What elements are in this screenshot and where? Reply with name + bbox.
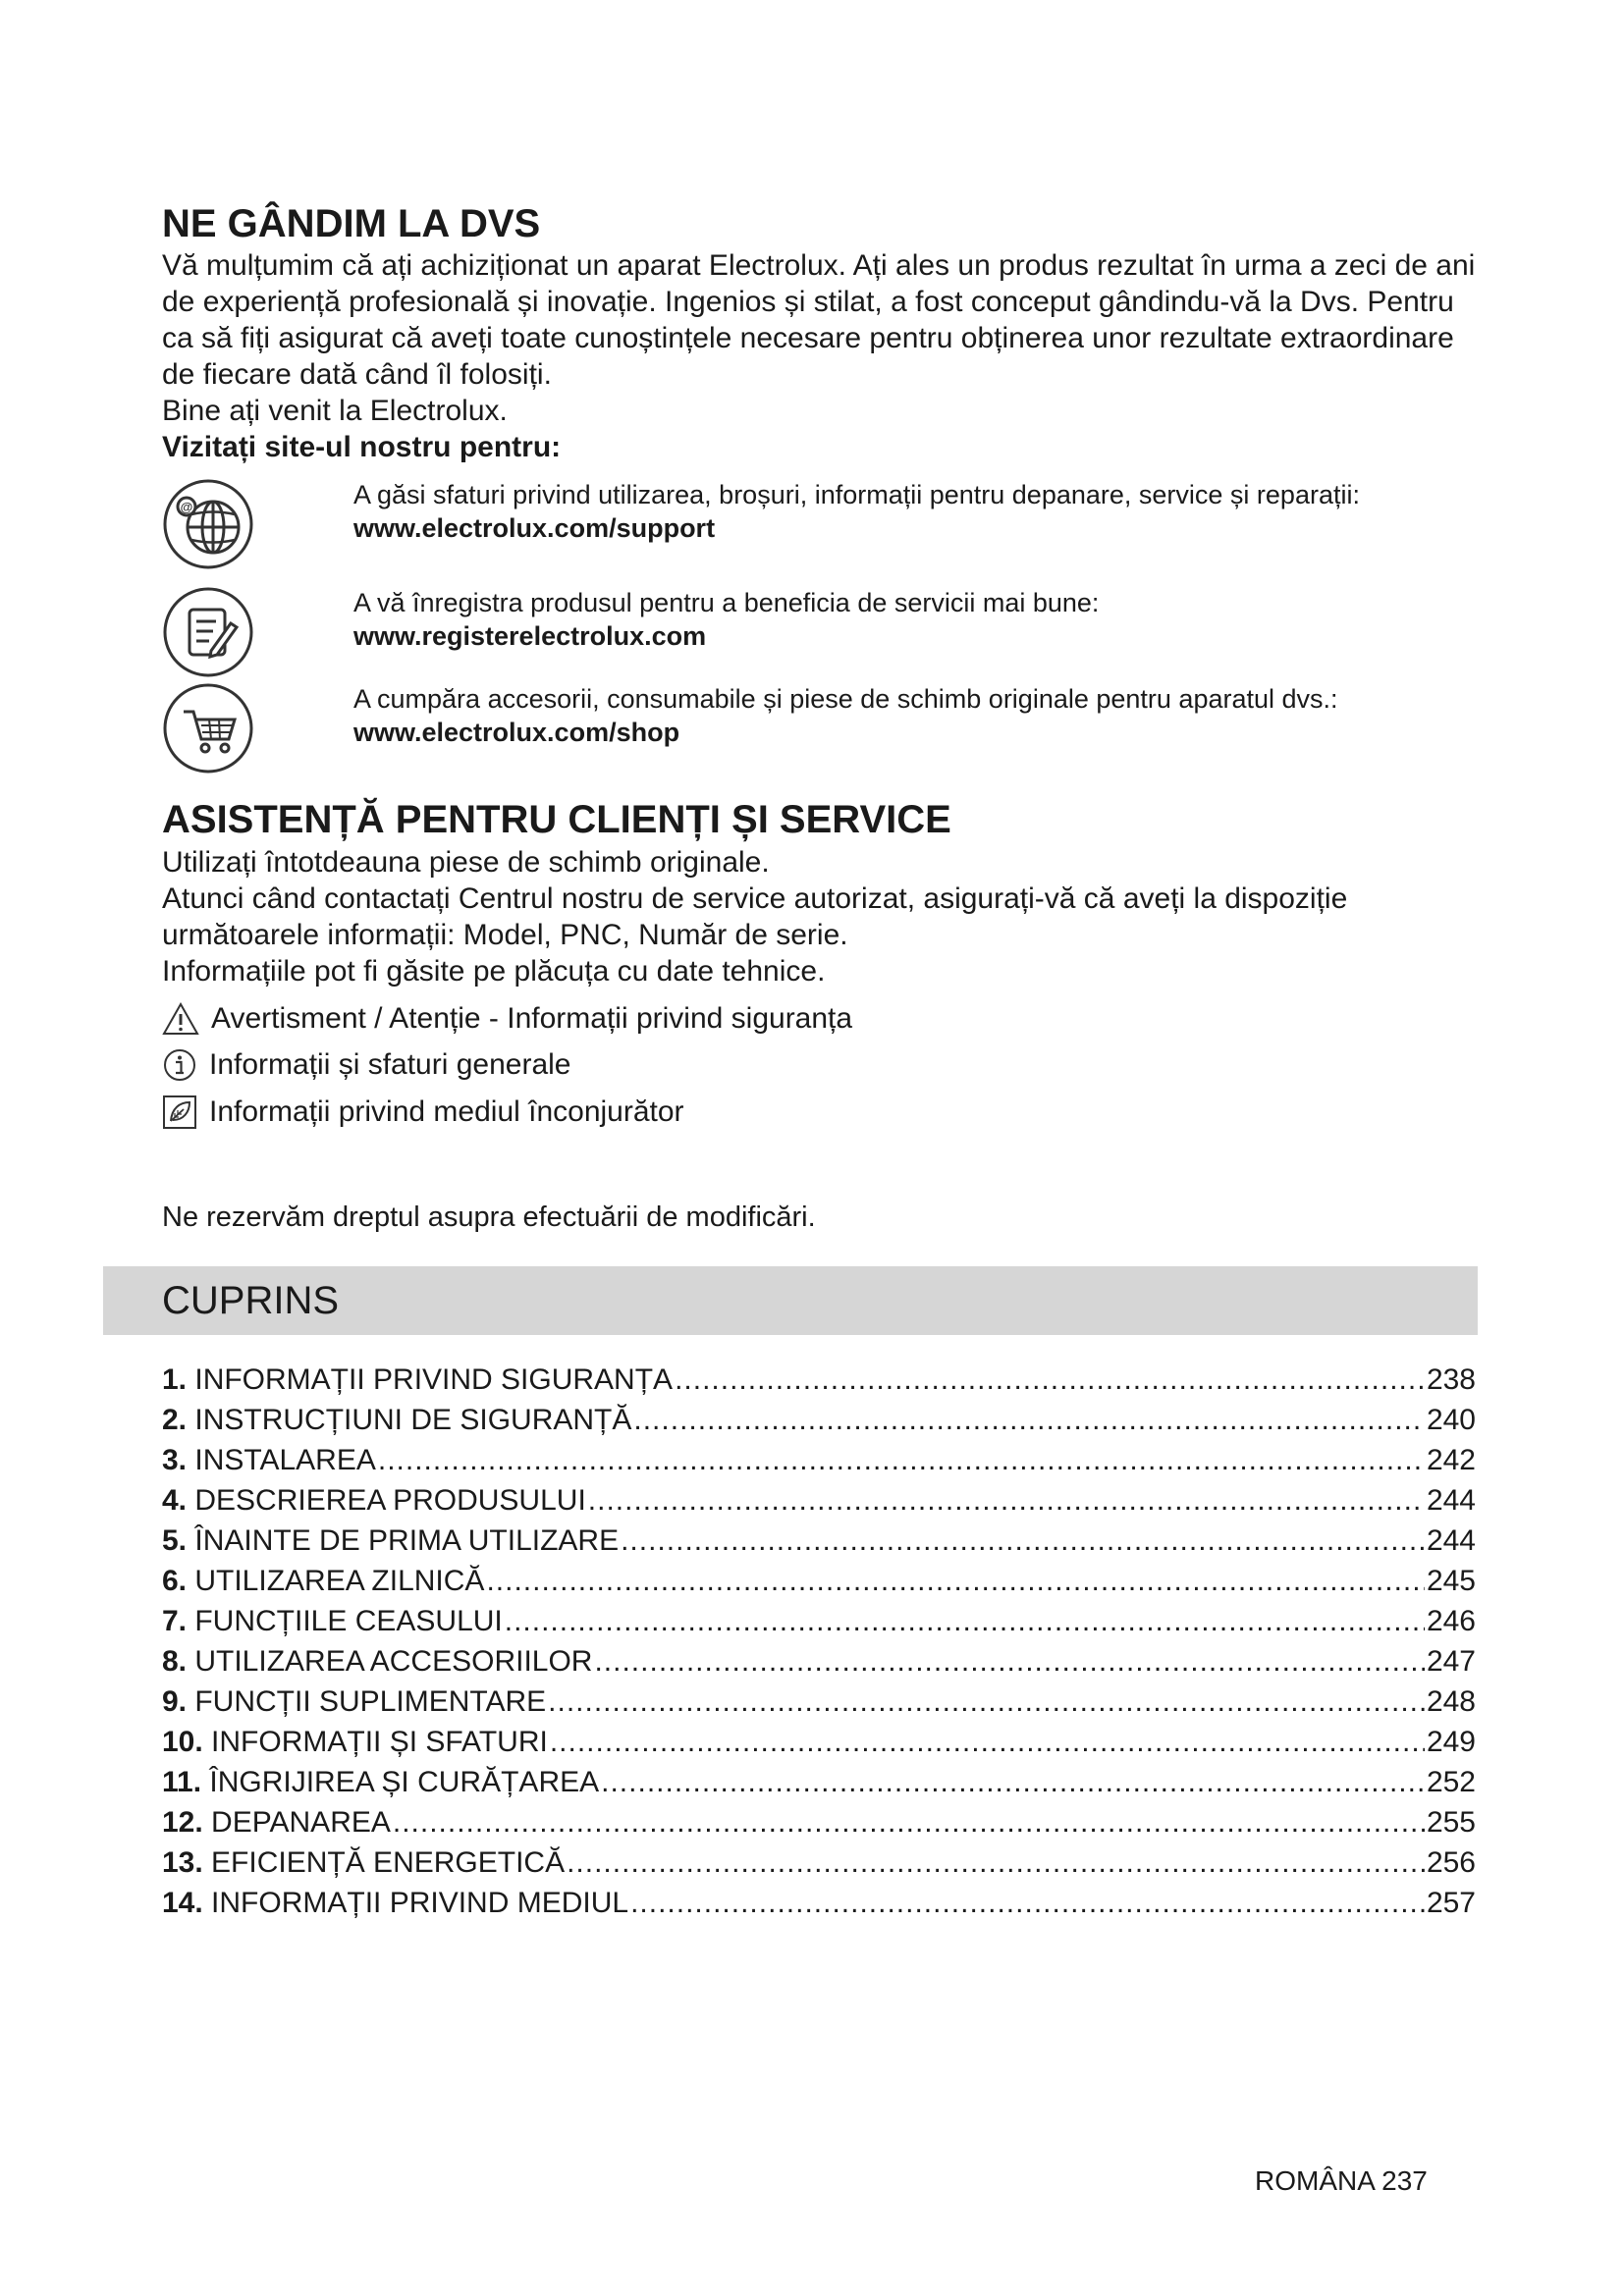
toc-item-label: UTILIZAREA ACCESORIILOR — [194, 1645, 593, 1678]
section-title-thinking-of-you: NE GÂNDIM LA DVS — [162, 202, 541, 245]
toc-item-number: 9. — [162, 1685, 195, 1718]
toc-item-number: 13. — [162, 1846, 212, 1879]
toc-item-number: 10. — [162, 1726, 212, 1758]
toc-item-page: 238 — [1426, 1363, 1476, 1396]
toc-item-page: 244 — [1426, 1524, 1476, 1557]
rights-note: Ne rezervăm dreptul asupra efectuării de modificări. — [162, 1201, 816, 1233]
toc-item-label: INFORMAȚII PRIVIND SIGURANȚA — [194, 1363, 674, 1396]
section-title-customer-care: ASISTENȚĂ PENTRU CLIENȚI ȘI SERVICE — [162, 798, 951, 841]
legend-environment — [162, 1093, 684, 1132]
toc-item[interactable] — [162, 1722, 1476, 1762]
toc-item[interactable] — [162, 1400, 1476, 1440]
visit-item-support — [162, 478, 1478, 576]
toc-item-label: UTILIZAREA ZILNICĂ — [194, 1565, 485, 1597]
visit-text-register: A vă înregistra produsul pentru a beneficia de servicii mai bune: — [353, 588, 1100, 617]
toc-item-page: 247 — [1426, 1645, 1476, 1678]
toc-item-label: EFICIENȚĂ ENERGETICĂ — [211, 1846, 566, 1879]
toc-item-number: 2. — [162, 1404, 195, 1436]
toc-item[interactable] — [162, 1883, 1476, 1923]
toc-item-page: 249 — [1426, 1726, 1476, 1758]
toc-title: CUPRINS — [162, 1279, 340, 1322]
visit-text-support: A găsi sfaturi privind utilizarea, broșuri, informații pentru depanare, service și reparații: — [353, 480, 1360, 509]
register-form-icon — [162, 586, 254, 678]
toc-item-label: FUNCȚII SUPLIMENTARE — [194, 1685, 547, 1718]
welcome-text: Bine ați venit la Electrolux. — [162, 395, 508, 427]
toc-item-number: 11. — [162, 1766, 210, 1798]
toc-item-page: 256 — [1426, 1846, 1476, 1879]
visit-item-register — [162, 586, 1478, 684]
link-support[interactable]: www.electrolux.com/support — [353, 513, 716, 543]
toc-item[interactable] — [162, 1561, 1476, 1601]
link-register[interactable]: www.registerelectrolux.com — [353, 621, 707, 651]
toc-item[interactable] — [162, 1440, 1476, 1480]
toc-item[interactable] — [162, 1842, 1476, 1883]
toc-item-number: 4. — [162, 1484, 195, 1517]
toc-item-number: 12. — [162, 1806, 212, 1839]
leaf-icon — [162, 1095, 197, 1130]
legend-info-text: Informații și sfaturi generale — [209, 1048, 571, 1081]
toc-item-label: INSTALAREA — [194, 1444, 376, 1476]
toc-item-label: INFORMAȚII PRIVIND MEDIUL — [211, 1887, 629, 1919]
shopping-cart-icon — [162, 682, 254, 774]
page-footer: ROMÂNA 237 — [1255, 2165, 1428, 2196]
visit-heading: Vizitați site-ul nostru pentru: — [162, 431, 562, 463]
visit-item-shop — [162, 682, 1478, 780]
customer-care-line-3: Informațiile pot fi găsite pe plăcuța cu date tehnice. — [162, 955, 826, 988]
toc-item-page: 248 — [1426, 1685, 1476, 1718]
toc-item-page: 245 — [1426, 1565, 1476, 1597]
toc-item-number: 14. — [162, 1887, 212, 1919]
toc-item-page: 246 — [1426, 1605, 1476, 1637]
toc-item[interactable] — [162, 1762, 1476, 1802]
toc-item[interactable] — [162, 1521, 1476, 1561]
table-of-contents — [162, 1360, 1476, 1923]
visit-text-shop: A cumpăra accesorii, consumabile și piese de schimb originale pentru aparatul dvs.: — [353, 684, 1338, 714]
customer-care-line-2: Atunci când contactați Centrul nostru de service autorizat, asigurați-vă că aveți la dispoziție următoarele informații: Model, PNC, Număr de serie. — [162, 882, 1348, 951]
toc-item-label: ÎNAINTE DE PRIMA UTILIZARE — [194, 1524, 620, 1557]
legend-warning — [162, 999, 852, 1039]
toc-item-page: 240 — [1426, 1404, 1476, 1436]
legend-info — [162, 1045, 571, 1085]
link-shop[interactable]: www.electrolux.com/shop — [353, 718, 680, 747]
toc-item[interactable] — [162, 1601, 1476, 1641]
svg-text:@: @ — [180, 500, 193, 514]
intro-paragraph — [162, 247, 1478, 465]
toc-item-number: 1. — [162, 1363, 195, 1396]
toc-item-page: 252 — [1426, 1766, 1476, 1798]
legend-environment-text: Informații privind mediul înconjurător — [209, 1095, 684, 1128]
toc-item-number: 6. — [162, 1565, 195, 1597]
toc-item[interactable] — [162, 1360, 1476, 1400]
info-icon — [162, 1047, 197, 1083]
toc-item-page: 255 — [1426, 1806, 1476, 1839]
customer-care-paragraph — [162, 844, 1478, 989]
toc-item[interactable] — [162, 1480, 1476, 1521]
toc-item-number: 3. — [162, 1444, 195, 1476]
toc-item[interactable] — [162, 1802, 1476, 1842]
toc-item-page: 242 — [1426, 1444, 1476, 1476]
toc-item-number: 8. — [162, 1645, 195, 1678]
toc-item-label: DEPANAREA — [211, 1806, 391, 1839]
toc-item[interactable] — [162, 1641, 1476, 1682]
toc-item-label: ÎNGRIJIREA ȘI CURĂȚAREA — [209, 1766, 600, 1798]
toc-item-page: 244 — [1426, 1484, 1476, 1517]
toc-item-label: DESCRIEREA PRODUSULUI — [194, 1484, 586, 1517]
legend-warning-text: Avertisment / Atenție - Informații privind siguranța — [211, 1002, 853, 1035]
toc-item-number: 5. — [162, 1524, 195, 1557]
toc-item[interactable] — [162, 1682, 1476, 1722]
intro-text: Vă mulțumim că ați achiziționat un aparat Electrolux. Ați ales un produs rezultat în urma a zeci de ani de experiență profesională și inovație. Ingenios și stilat, a fost conceput gândindu-vă la Dvs. Pentru ca să fiți asigurat că aveți toate cunoștințele necesare pentru obținerea unor rezultate extraordinare de fiecare dată când îl folosiți. — [162, 249, 1476, 391]
toc-item-label: INSTRUCȚIUNI DE SIGURANȚĂ — [194, 1404, 632, 1436]
globe-icon — [162, 478, 254, 570]
toc-item-label: INFORMAȚII ȘI SFATURI — [211, 1726, 548, 1758]
customer-care-line-1: Utilizați întotdeauna piese de schimb originale. — [162, 846, 770, 879]
toc-header-bar — [103, 1266, 1478, 1335]
toc-item-page: 257 — [1426, 1887, 1476, 1919]
toc-item-label: FUNCȚIILE CEASULUI — [194, 1605, 503, 1637]
toc-item-number: 7. — [162, 1605, 195, 1637]
warning-icon — [162, 1002, 199, 1036]
